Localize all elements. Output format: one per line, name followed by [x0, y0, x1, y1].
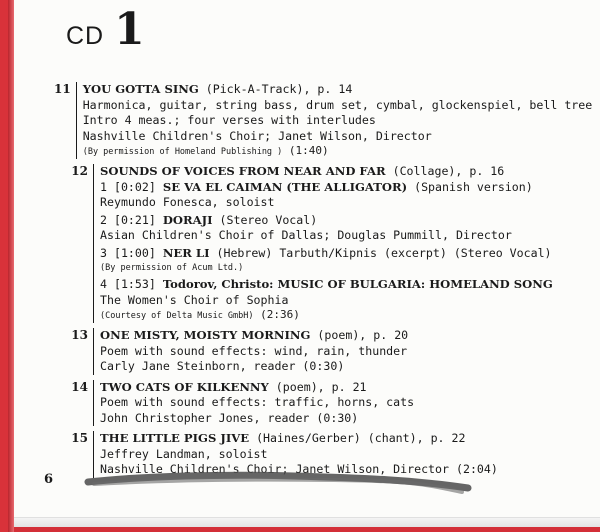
track-title: TWO CATS OF KILKENNY	[100, 379, 269, 394]
cd-label: CD	[66, 22, 105, 50]
track-number: 15	[71, 431, 88, 445]
collage-item	[100, 213, 574, 229]
track-duration: (1:40)	[282, 144, 329, 157]
track-detail: Jeffrey Landman, soloist	[100, 446, 268, 461]
collage-item-credit: (Courtesy of Delta Music GmbH)	[100, 311, 254, 321]
collage-item-index: 3 [1:00]	[100, 245, 163, 260]
track-detail: Poem with sound effects: wind, rain, thunder	[100, 343, 408, 358]
collage-item-title: Todorov, Christo: MUSIC OF BULGARIA: HOMELAND SONG	[162, 277, 553, 291]
track-detail: Nashville Children's Choir; Janet Wilson, Director (2:04)	[100, 462, 498, 476]
collage-item-title: SE VA EL CAIMAN (THE ALLIGATOR)	[162, 179, 408, 194]
track-detail: Harmonica, guitar, string bass, drum set, cymbal, glockenspiel, bell tree	[82, 97, 593, 112]
track-detail: Nashville Children's Choir; Janet Wilson, Director	[82, 128, 432, 143]
track-credit-line	[83, 144, 593, 159]
track-title-line	[83, 82, 593, 98]
collage-item-index: 1 [0:02]	[100, 179, 163, 194]
track-title-detail: (Pick-A-Track), p. 14	[198, 82, 353, 96]
track-title: YOU GOTTA SING	[82, 82, 199, 96]
marker-scribble	[84, 462, 474, 502]
track-number: 13	[71, 328, 88, 342]
collage-item-title: DORAJI	[162, 212, 213, 227]
collage-item	[100, 246, 574, 262]
cd-number: 1	[114, 4, 145, 55]
collage-item-detail: (Spanish version)	[407, 179, 533, 194]
track-title-line	[100, 380, 574, 396]
track-title: SOUNDS OF VOICES FROM NEAR AND FAR	[100, 164, 386, 178]
collage-item-title: NER LI	[162, 245, 210, 260]
track-title-line	[100, 164, 574, 180]
track-list	[54, 82, 593, 483]
red-cover-edge	[0, 0, 14, 532]
track-duration: (2:36)	[253, 308, 300, 321]
track-title-line	[100, 431, 574, 447]
collage-item-credit: (By permission of Acum Ltd.)	[100, 263, 244, 273]
track-title-detail: (Collage), p. 16	[385, 164, 505, 178]
collage-item-detail: (Stereo Vocal)	[212, 212, 318, 227]
collage-item-performer: Asian Children's Choir of Dallas; Douglas Pummill, Director	[100, 228, 512, 242]
track-title-detail: (Haines/Gerber) (chant), p. 22	[249, 431, 466, 445]
collage-item	[100, 277, 574, 293]
track-13	[54, 328, 574, 375]
track-body	[93, 328, 574, 375]
collage-item-detail: (Hebrew) Tarbuth/Kipnis (excerpt) (Stereo Vocal)	[209, 245, 552, 260]
page-number: 6	[44, 472, 54, 487]
track-title: ONE MISTY, MOISTY MORNING	[100, 328, 311, 342]
track-number: 12	[71, 164, 88, 178]
collage-item-performer: The Women's Choir of Sophia	[100, 292, 289, 307]
track-body	[93, 164, 574, 323]
track-body	[93, 380, 574, 427]
track-11	[54, 82, 593, 159]
collage-item-performer: Reymundo Fonesca, soloist	[100, 195, 275, 209]
track-detail: Carly Jane Steinborn, reader (0:30)	[100, 359, 345, 373]
track-detail: Poem with sound effects: traffic, horns, cats	[100, 395, 415, 409]
track-credit: (By permission of Homeland Publishing )	[82, 147, 283, 157]
track-12	[54, 164, 574, 323]
red-bottom-edge	[14, 527, 600, 532]
track-detail: Intro 4 meas.; four verses with interludes	[82, 113, 376, 127]
track-number: 14	[71, 379, 88, 394]
collage-item-credit-line	[100, 308, 574, 323]
track-14	[54, 380, 574, 427]
collage-item	[100, 180, 574, 196]
cd-heading	[66, 4, 145, 55]
collage-item-index: 2 [0:21]	[100, 212, 163, 227]
track-title-detail: (poem), p. 20	[310, 328, 409, 342]
track-title-detail: (poem), p. 21	[268, 379, 367, 394]
track-title: THE LITTLE PIGS JIVE	[100, 431, 250, 445]
track-title-line	[100, 328, 574, 344]
collage-item-index: 4 [1:53]	[100, 277, 163, 291]
track-body	[76, 82, 593, 159]
track-number: 11	[54, 82, 71, 96]
track-detail: John Christopher Jones, reader (0:30)	[100, 410, 359, 425]
